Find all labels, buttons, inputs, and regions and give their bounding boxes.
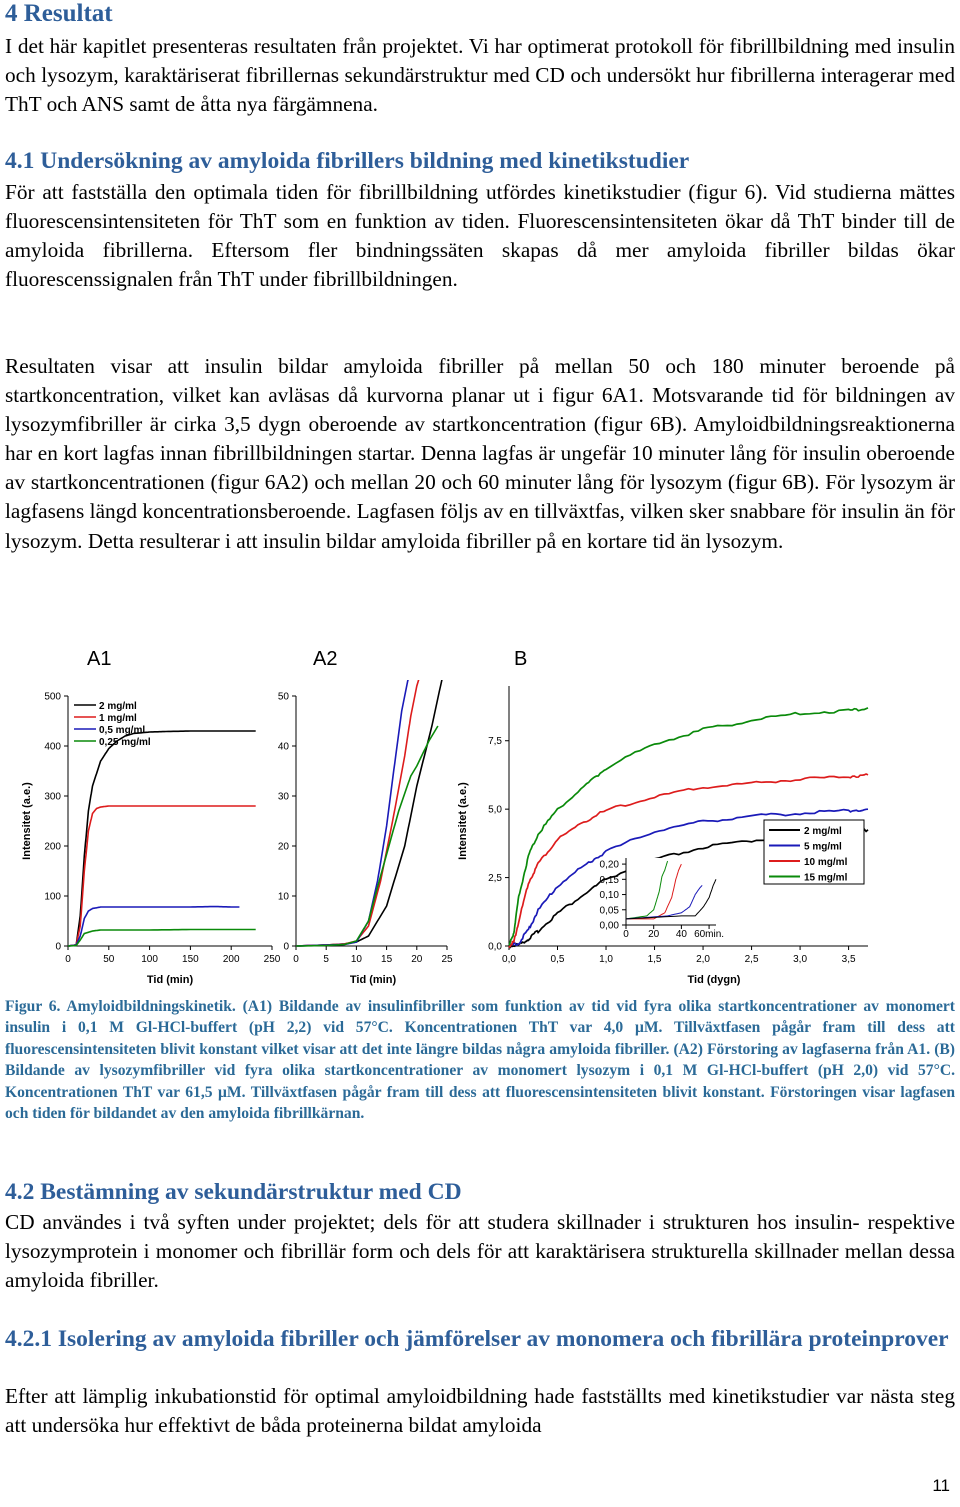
B-x-tick-label: 1,5	[647, 954, 662, 965]
B-x-tick-label: 3,0	[793, 954, 808, 965]
b-legend-label: 10 mg/ml	[804, 857, 848, 868]
A2-x-tick-label: 5	[323, 954, 329, 965]
b-x-axis-label: Tid (dygn)	[687, 974, 741, 986]
A2-y-tick-label: 30	[277, 791, 289, 803]
A1-y-tick-label: 0	[55, 941, 61, 953]
A1-y-tick-label: 200	[44, 841, 61, 853]
subsection-title-4-2-1: 4.2.1 Isolering av amyloida fibriller och jämförelser av monomera och fibrillära proteinprover	[5, 1326, 949, 1352]
paragraph-4-2: CD användes i två syften under projektet; dels för att studera skillnader i strukturen hos insulin- respektive lysozymprotein i monomer och fibrillär form och dels för att karaktärisera strukturella skillnader mellan dessa amyloida fibriller.	[5, 1210, 955, 1293]
B-x-tick-label: 2,0	[696, 954, 711, 965]
paragraph-4-2-1: Efter att lämplig inkubationstid för optimal amyloidbildning hade fastställts med kinetikstudier var nästa steg att undersöka hur effektivt de båda proteinerna bildat amyloida	[5, 1384, 955, 1438]
subsection-title-4-1: 4.1 Undersökning av amyloida fibrillers bildning med kinetikstudier	[5, 148, 690, 174]
A1-series-line	[68, 806, 256, 946]
A1-series-line	[68, 731, 256, 946]
a1-x-axis-label: Tid (min)	[146, 974, 194, 986]
inset-y-tick-label: 0,15	[599, 874, 619, 886]
A1-series-line	[68, 930, 256, 947]
inset-x-tick-label: 20	[648, 929, 660, 940]
inset-x-tick-label: 40	[675, 929, 687, 940]
panel-label-a2: A2	[313, 648, 338, 670]
A1-x-tick-label: 50	[103, 954, 115, 965]
A1-x-tick-label: 100	[141, 954, 158, 965]
A2-y-tick-label: 50	[277, 691, 289, 703]
panel-label-a1: A1	[87, 648, 112, 670]
B-x-tick-label: 0,5	[550, 954, 565, 965]
A1-x-tick-label: 200	[222, 954, 240, 965]
A1-x-tick-label: 0	[65, 954, 71, 965]
A1-y-tick-label: 400	[44, 741, 61, 753]
A2-x-tick-label: 25	[441, 954, 453, 965]
a1-legend-label: 0,25 mg/ml	[99, 737, 151, 748]
paragraph-4-1-a: För att fastställa den optimala tiden för fibrillbildning utfördes kinetikstudier (figur 6). Vid studierna mättes fluorescensintensiteten för ThT som en funktion av tiden. Fluorescensintensiteten ökar då ThT binder till de amyloida fibrillerna. Eftersom fler bindningssäten skapas då mer amyloida fibriller bildas ökar fluorescenssignalen från ThT under fibrillbildningen.	[5, 180, 955, 292]
B-y-tick-label: 7,5	[488, 736, 502, 748]
a1-legend-label: 0,5 mg/ml	[99, 725, 146, 736]
a1-legend-label: 2 mg/ml	[99, 701, 137, 712]
inset-y-tick-label: 0,10	[599, 890, 619, 902]
A1-y-tick-label: 300	[44, 791, 61, 803]
inset-y-tick-label: 0,00	[599, 920, 619, 932]
A1-y-tick-label: 500	[44, 691, 61, 703]
B-x-tick-label: 1,0	[599, 954, 613, 965]
inset-x-tick-label: 60min.	[694, 929, 725, 940]
B-x-tick-label: 3,5	[841, 954, 856, 965]
a1-y-axis-label: Intensitet (a.e.)	[21, 782, 33, 860]
a1-legend-label: 1 mg/ml	[99, 713, 137, 724]
kinetics-figure	[0, 680, 960, 990]
A1-y-tick-label: 100	[44, 891, 61, 903]
A1-x-tick-label: 250	[263, 954, 281, 965]
A2-x-tick-label: 10	[350, 954, 362, 965]
a2-x-axis-label: Tid (min)	[349, 974, 397, 986]
A2-series-line	[296, 726, 438, 946]
A2-y-tick-label: 10	[277, 891, 289, 903]
A2-x-tick-label: 0	[293, 954, 299, 965]
B-x-tick-label: 2,5	[744, 954, 759, 965]
inset-x-tick-label: 0	[623, 929, 629, 940]
intro-paragraph: I det här kapitlet presenteras resultaten från projektet. Vi har optimerat protokoll för fibrillbildning med insulin och lysozym, karaktäriserat fibrillernas sekundärstruktur med CD och undersökt hur fibrillerna interagerar med ThT och ANS samt de åtta nya färgämnena.	[5, 34, 955, 117]
B-x-tick-label: 0,0	[502, 954, 516, 965]
subsection-title-4-2: 4.2 Bestämning av sekundärstruktur med CD	[5, 1179, 462, 1205]
b-legend-label: 15 mg/ml	[804, 872, 848, 884]
b-y-axis-label: Intensitet (a.e.)	[457, 782, 469, 860]
paragraph-4-1-b: Resultaten visar att insulin bildar amyloida fibriller på mellan 50 och 180 minuter beroende på startkoncentration, vilket kan avläsas då kurvorna planar ut i figur 6A1. Motsvarande tid för bildningen av lysozymfibriller är cirka 3,5 dygn oberoende av startkoncentration (figur 6B). Amyloidbildningsreaktionerna har en kort lagfas innan fibrillbildningen startar. Denna lagfas är ungefär 10 minuter lång för insulin oberoende av startkoncentrationen (figur 6A2) och mellan 20 och 60 minuter lång för lysozym (figur 6B). För lysozym är lagfasens längd koncentrationsberoende. Lagfasen följs av en tillväxtfas, vilken sker snabbare för insulin än för lysozym. Detta resulterar i att insulin bildar amyloida fibriller på en kortare tid än lysozym.	[5, 354, 955, 553]
A2-y-tick-label: 0	[283, 941, 289, 953]
b-legend-label: 2 mg/ml	[804, 826, 842, 837]
figure-caption: Figur 6. Amyloidbildningskinetik. (A1) Bildande av insulinfibriller som funktion av tid vid fyra olika startkoncentrationer av monomert insulin i 0,1 M Gl-HCl-buffert (pH 2,2) vid 57°C. Koncentrationen ThT var 4,0 μM. Tillväxtfasen pågår fram till dess att fluorescensintensiteten blivit konstant vilket visar att det inte längre bildas några amyloida fibriller. (A2) Förstoring av lagfaserna från A1. (B) Bildande av lysozymfibriller vid fyra olika startkoncentrationer av monomert lysozym i 0,1 M Gl-HCl-buffert (pH 2,0) vid 57°C. Koncentrationen ThT var 61,5 μM. Tillväxtfasen pågår fram till dess att fluorescensintensiteten blivit konstant. Förstoringen visar lagfasen och tiden för bildandet av den amyloida fibrillkärnan.	[5, 998, 955, 1123]
A1-x-tick-label: 150	[182, 954, 199, 965]
A2-x-tick-label: 15	[381, 954, 393, 965]
inset-y-tick-label: 0,20	[599, 859, 619, 871]
section-title: 4 Resultat	[5, 0, 113, 27]
b-legend-label: 5 mg/ml	[804, 841, 842, 853]
A2-x-tick-label: 20	[411, 954, 423, 965]
A1-series-line	[68, 907, 239, 947]
B-y-tick-label: 0,0	[488, 941, 502, 953]
page-number: 11	[932, 1476, 950, 1495]
A2-y-tick-label: 20	[277, 841, 289, 853]
B-y-tick-label: 2,5	[488, 873, 502, 885]
inset-y-tick-label: 0,05	[599, 905, 619, 917]
A2-y-tick-label: 40	[277, 741, 289, 753]
B-y-tick-label: 5,0	[488, 804, 502, 816]
panel-label-b: B	[514, 648, 528, 670]
